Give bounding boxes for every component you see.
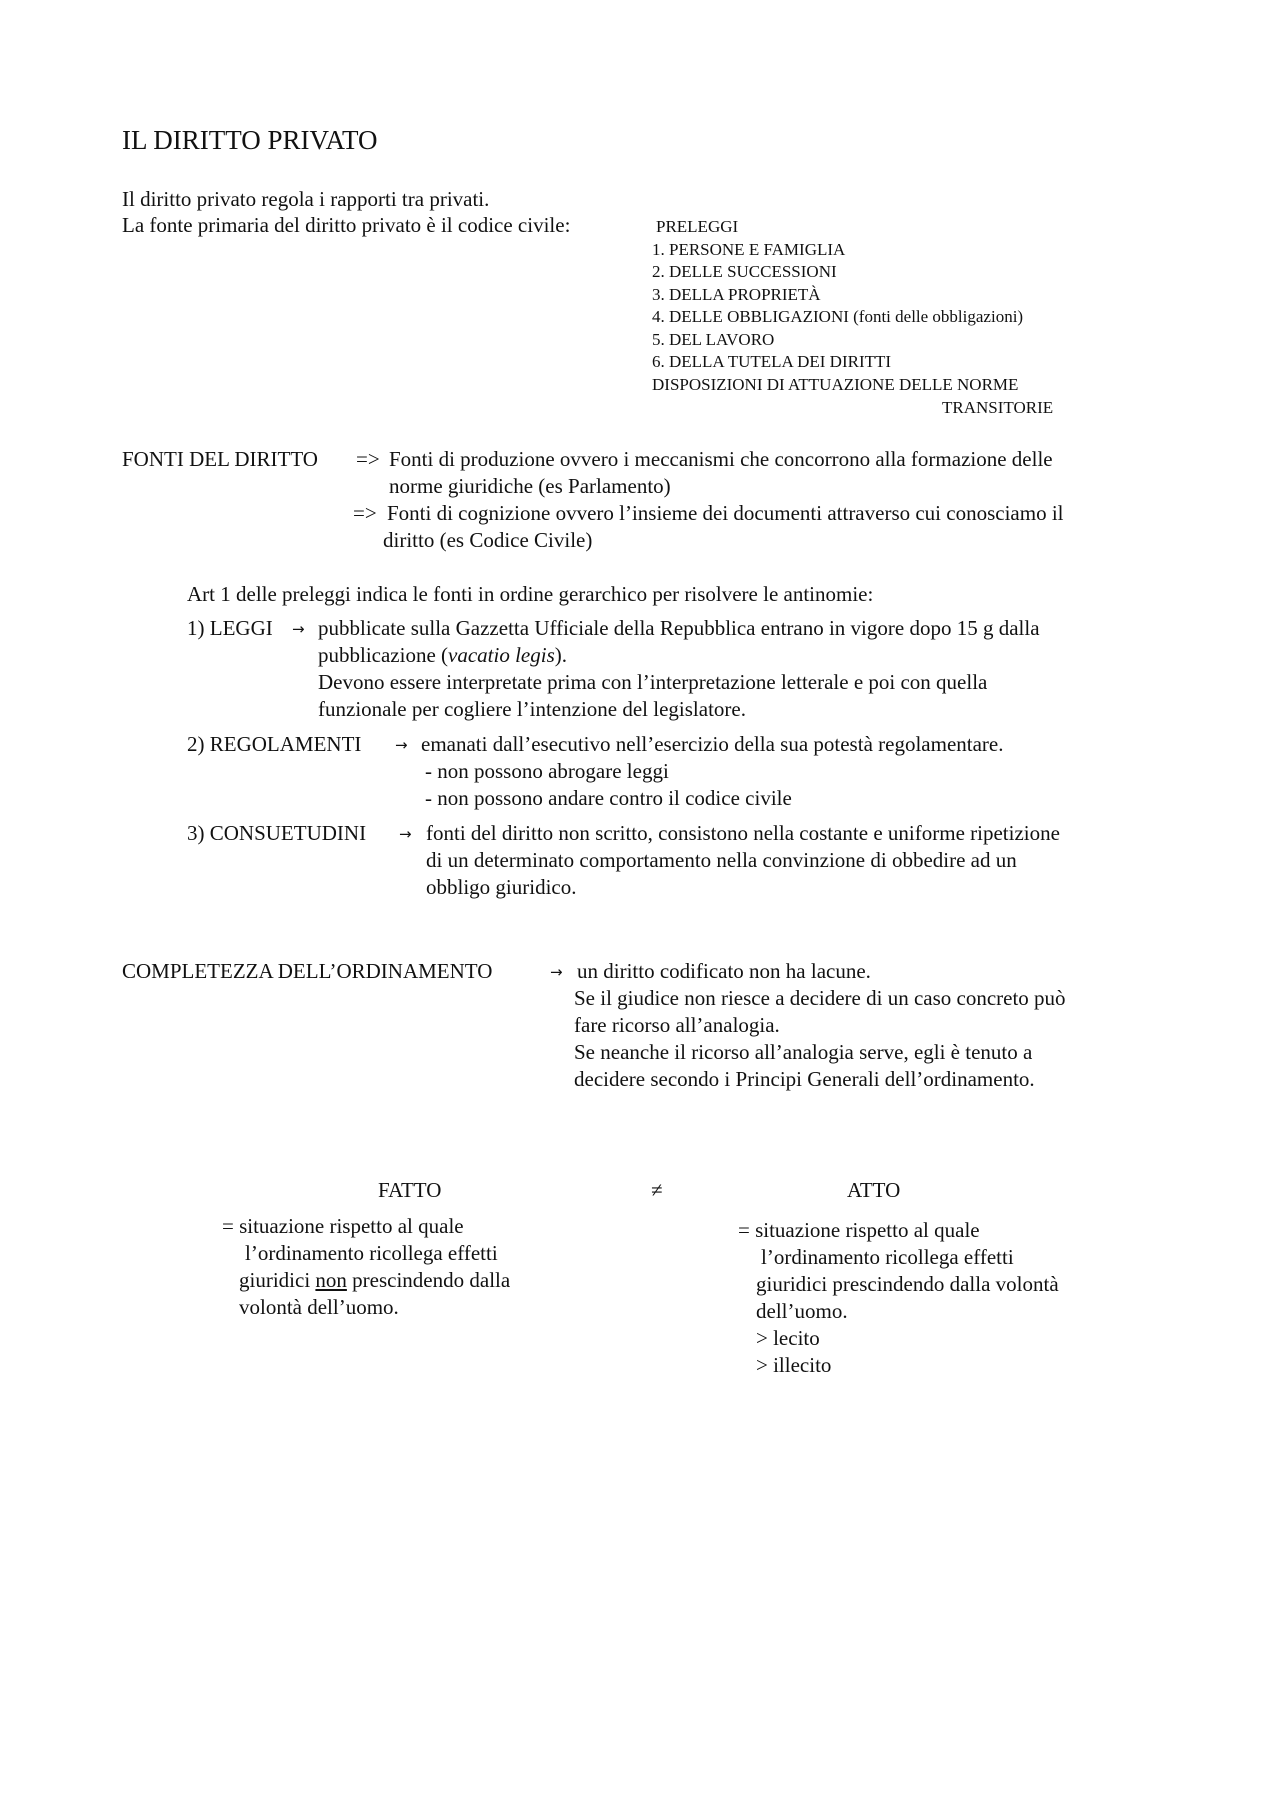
regolamenti-line-3: - non possono andare contro il codice civile: [425, 786, 792, 810]
fatto-heading: FATTO: [378, 1178, 442, 1202]
consuetudini-line-3: obbligo giuridico.: [426, 875, 577, 899]
list-item: 3. DELLA PROPRIETÀ: [652, 285, 821, 304]
atto-line-4: dell’uomo.: [756, 1299, 848, 1323]
regolamenti-label: 2) REGOLAMENTI: [187, 732, 362, 756]
fonti-arrow-2: =>: [353, 501, 377, 525]
non-underlined: non: [315, 1268, 347, 1292]
fonti-arrow-1: =>: [356, 447, 380, 471]
fonti-cognizione-line-2: diritto (es Codice Civile): [383, 528, 593, 552]
atto-line-2: l’ordinamento ricollega effetti: [761, 1245, 1014, 1269]
list-item: PRELEGGI: [656, 217, 739, 236]
art1-intro: Art 1 delle preleggi indica le fonti in ordine gerarchico per risolvere le antinomie:: [187, 582, 874, 606]
fatto-line-1: = situazione rispetto al quale: [222, 1214, 464, 1238]
consuetudini-line-1: fonti del diritto non scritto, consistono nella costante e uniforme ripetizione: [426, 821, 1060, 845]
consuetudini-label: 3) CONSUETUDINI: [187, 821, 367, 845]
atto-line-5: > lecito: [756, 1326, 820, 1350]
completezza-line-5: decidere secondo i Principi Generali dell’ordinamento.: [574, 1067, 1035, 1091]
list-item: DISPOSIZIONI DI ATTUAZIONE DELLE NORME: [652, 375, 1019, 394]
list-item: TRANSITORIE: [942, 398, 1054, 417]
leggi-line-1: pubblicate sulla Gazzetta Ufficiale della Repubblica entrano in vigore dopo 15 g dalla: [318, 616, 1040, 640]
fonti-produzione-line-1: Fonti di produzione ovvero i meccanismi che concorrono alla formazione delle: [389, 447, 1053, 471]
consuetudini-arrow-icon: →: [399, 825, 412, 843]
completezza-arrow-icon: →: [550, 963, 563, 981]
list-item: 2. DELLE SUCCESSIONI: [652, 262, 837, 281]
completezza-line-1: un diritto codificato non ha lacune.: [577, 959, 871, 983]
leggi-arrow-icon: →: [292, 620, 305, 638]
atto-heading: ATTO: [847, 1178, 901, 1202]
regolamenti-line-1: emanati dall’esecutivo nell’esercizio della sua potestà regolamentare.: [421, 732, 1004, 756]
list-item: 1. PERSONE E FAMIGLIA: [652, 240, 846, 259]
completezza-label: COMPLETEZZA DELL’ORDINAMENTO: [122, 959, 493, 983]
fonti-label: FONTI DEL DIRITTO: [122, 447, 318, 471]
list-item: 6. DELLA TUTELA DEI DIRITTI: [652, 352, 892, 371]
vacatio-legis-italic: vacatio legis: [448, 643, 555, 667]
regolamenti-line-2: - non possono abrogare leggi: [425, 759, 669, 783]
atto-line-1: = situazione rispetto al quale: [738, 1218, 980, 1242]
atto-line-3: giuridici prescindendo dalla volontà: [756, 1272, 1059, 1296]
intro-line-2: La fonte primaria del diritto privato è il codice civile:: [122, 213, 571, 237]
fatto-line-2: l’ordinamento ricollega effetti: [245, 1241, 498, 1265]
not-equal-sign: ≠: [651, 1178, 663, 1202]
list-item: 4. DELLE OBBLIGAZIONI (fonti delle obbligazioni): [652, 307, 1024, 326]
fonti-produzione-line-2: norme giuridiche (es Parlamento): [389, 474, 671, 498]
atto-line-6: > illecito: [756, 1353, 832, 1377]
regolamenti-arrow-icon: →: [395, 736, 408, 754]
fonti-cognizione-line-1: Fonti di cognizione ovvero l’insieme dei documenti attraverso cui conosciamo il: [387, 501, 1064, 525]
completezza-line-4: Se neanche il ricorso all’analogia serve, egli è tenuto a: [574, 1040, 1033, 1064]
fatto-line-3: giuridici non prescindendo dalla: [239, 1268, 511, 1292]
fatto-line-4: volontà dell’uomo.: [239, 1295, 399, 1319]
leggi-line-2: pubblicazione (vacatio legis).: [318, 643, 568, 667]
list-item: 5. DEL LAVORO: [652, 330, 775, 349]
leggi-line-4: funzionale per cogliere l’intenzione del legislatore.: [318, 697, 746, 721]
leggi-line-3: Devono essere interpretate prima con l’interpretazione letterale e poi con quella: [318, 670, 988, 694]
completezza-line-3: fare ricorso all’analogia.: [574, 1013, 780, 1037]
page-title: IL DIRITTO PRIVATO: [122, 125, 378, 155]
leggi-label: 1) LEGGI: [187, 616, 273, 640]
intro-line-1: Il diritto privato regola i rapporti tra privati.: [122, 187, 490, 211]
consuetudini-line-2: di un determinato comportamento nella convinzione di obbedire ad un: [426, 848, 1017, 872]
completezza-line-2: Se il giudice non riesce a decidere di un caso concreto può: [574, 986, 1066, 1010]
